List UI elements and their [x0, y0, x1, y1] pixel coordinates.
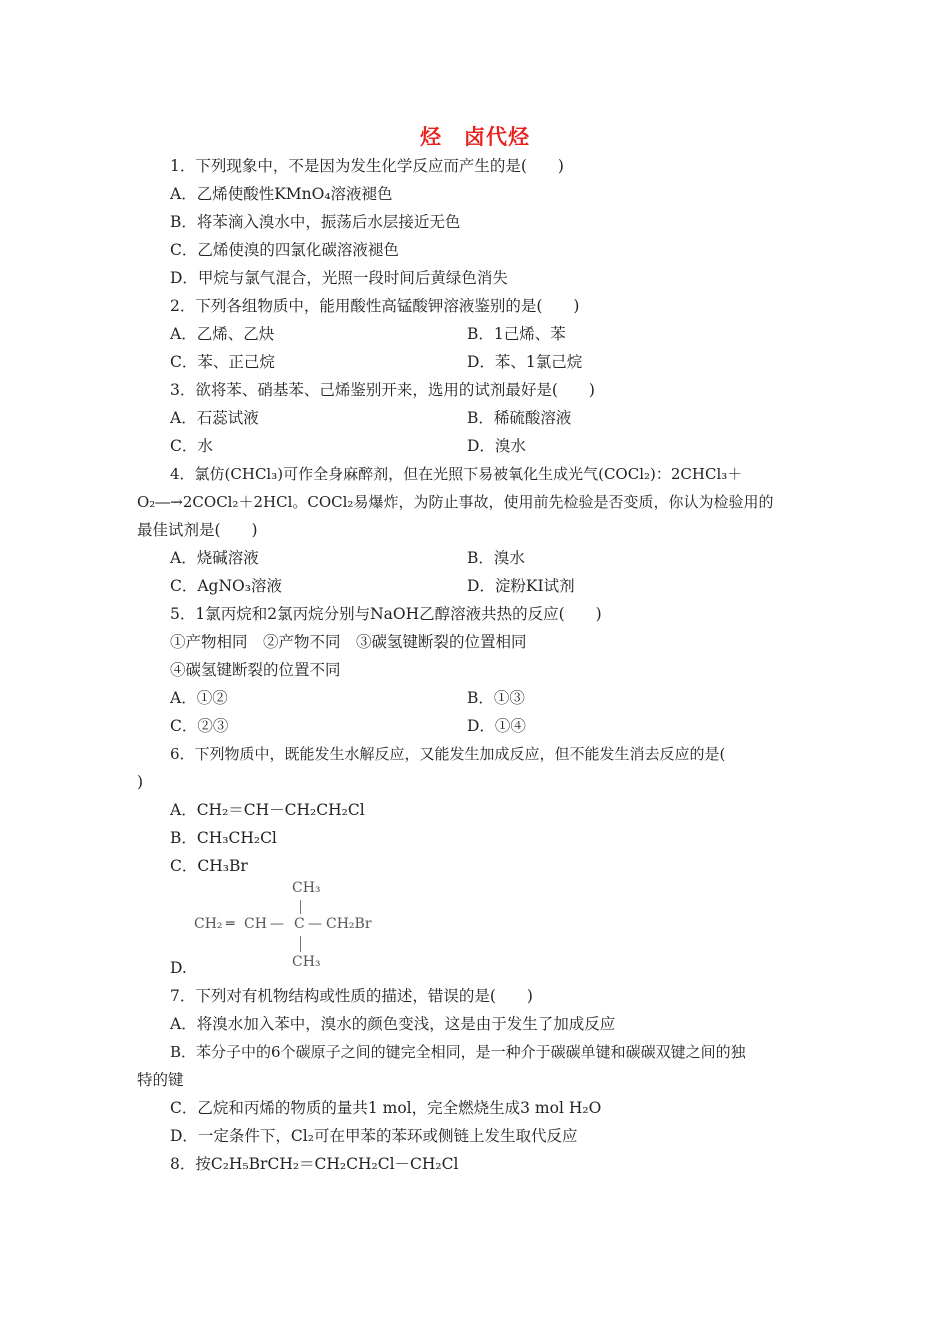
- q3-option-b: B．稀硫酸溶液: [467, 409, 572, 427]
- q5-option-d: D．①④: [467, 717, 526, 735]
- question-4-line-3: 最佳试剂是( ): [137, 521, 258, 539]
- struct-top-ch3: CH₃: [292, 880, 321, 896]
- question-4-line-1: 4．氯仿(CHCl₃)可作全身麻醉剂，但在光照下易被氧化生成光气(COCl₂)：2CHCl₃＋: [170, 465, 743, 483]
- q4-option-a: A．烧碱溶液: [170, 549, 259, 567]
- q5-option-b: B．①③: [467, 689, 525, 707]
- q6-option-a: A．CH₂＝CH－CH₂CH₂Cl: [170, 801, 365, 819]
- q1-option-d: D．甲烷与氯气混合，光照一段时间后黄绿色消失: [170, 269, 508, 287]
- struct-right-ch2br: CH₂Br: [326, 916, 372, 932]
- q5-option-c: C．②③: [170, 717, 229, 735]
- question-6-line-1: 6．下列物质中，既能发生水解反应，又能发生加成反应，但不能发生消去反应的是(: [170, 745, 726, 763]
- struct-carbon: C: [294, 916, 305, 932]
- question-4-line-2: O₂―→2COCl₂＋2HCl。COCl₂易爆炸，为防止事故，使用前先检验是否变质，你认为检验用的: [137, 493, 774, 511]
- q4-option-b: B．溴水: [467, 549, 525, 567]
- q1-option-a: A．乙烯使酸性KMnO₄溶液褪色: [170, 185, 393, 203]
- q7-option-b-line-1: B．苯分子中的6个碳原子之间的键完全相同，是一种介于碳碳单键和碳碳双键之间的独: [170, 1043, 746, 1061]
- q5-statements-1: ①产物相同 ②产物不同 ③碳氢键断裂的位置相同: [170, 633, 527, 651]
- q7-option-b-line-2: 特的键: [137, 1071, 184, 1089]
- struct-bond-right: —: [308, 916, 322, 932]
- q6-option-b: B．CH₃CH₂Cl: [170, 829, 277, 847]
- q7-option-d: D．一定条件下，Cl₂可在甲苯的苯环或侧链上发生取代反应: [170, 1127, 578, 1145]
- struct-bottom-ch3: CH₃: [292, 954, 321, 970]
- question-2: 2．下列各组物质中，能用酸性高锰酸钾溶液鉴别的是( ): [170, 297, 580, 315]
- q3-option-d: D．溴水: [467, 437, 526, 455]
- q2-option-c: C．苯、正己烷: [170, 353, 275, 371]
- question-8: 8．按C₂H₅BrCH₂＝CH₂CH₂Cl－CH₂Cl: [170, 1155, 459, 1173]
- question-7: 7．下列对有机物结构或性质的描述，错误的是( ): [170, 987, 533, 1005]
- page-title: 烃 卤代烃: [420, 124, 530, 149]
- q1-option-c: C．乙烯使溴的四氯化碳溶液褪色: [170, 241, 399, 259]
- question-6-line-2: ): [137, 773, 144, 791]
- q6-option-d: D.: [170, 959, 187, 977]
- q5-statements-2: ④碳氢键断裂的位置不同: [170, 661, 341, 679]
- q5-option-a: A．①②: [170, 689, 228, 707]
- q1-option-b: B．将苯滴入溴水中，振荡后水层接近无色: [170, 213, 461, 231]
- q7-option-c: C．乙烷和丙烯的物质的量共1 mol，完全燃烧生成3 mol H₂O: [170, 1099, 602, 1117]
- struct-ch: CH: [244, 916, 267, 932]
- struct-bond-up: [300, 900, 301, 914]
- structural-formula: [192, 880, 392, 975]
- struct-bond-down: [300, 936, 301, 952]
- q7-option-a: A．将溴水加入苯中，溴水的颜色变浅，这是由于发生了加成反应: [170, 1015, 616, 1033]
- question-3: 3．欲将苯、硝基苯、己烯鉴别开来，选用的试剂最好是( ): [170, 381, 595, 399]
- q6-option-c: C．CH₃Br: [170, 857, 248, 875]
- q2-option-b: B．1己烯、苯: [467, 325, 566, 343]
- q4-option-c: C．AgNO₃溶液: [170, 577, 282, 595]
- question-1: 1．下列现象中，不是因为发生化学反应而产生的是( ): [170, 157, 564, 175]
- q2-option-d: D．苯、1氯己烷: [467, 353, 583, 371]
- struct-double-bond: ═: [226, 916, 235, 932]
- struct-left-ch2: CH₂: [194, 916, 223, 932]
- q4-option-d: D．淀粉KI试剂: [467, 577, 575, 595]
- struct-bond-left: —: [270, 916, 284, 932]
- question-5: 5．1氯丙烷和2氯丙烷分别与NaOH乙醇溶液共热的反应( ): [170, 605, 602, 623]
- q2-option-a: A．乙烯、乙炔: [170, 325, 275, 343]
- q3-option-c: C．水: [170, 437, 213, 455]
- q3-option-a: A．石蕊试液: [170, 409, 259, 427]
